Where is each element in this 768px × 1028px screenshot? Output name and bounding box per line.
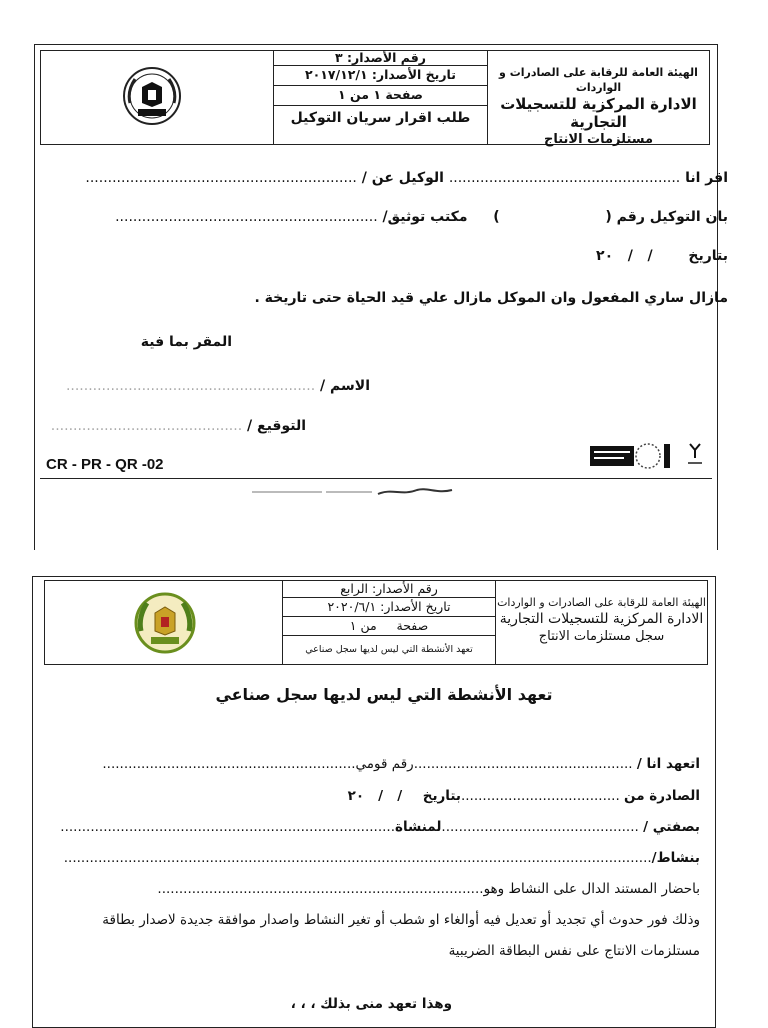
form1-edition: رقم الأصدار: ٣ <box>274 51 487 66</box>
form1-org-line2: الادارة المركزية للتسجيلات التجارية <box>500 95 697 131</box>
form1-label-poa-number: بان التوكيل رقم ( <box>605 209 728 225</box>
uk-mark-icon <box>686 440 704 470</box>
form1-document-code: CR - PR - QR -02 <box>46 456 164 473</box>
form1-bottom-rule <box>40 478 712 479</box>
form2-header <box>44 580 708 665</box>
form2-closing: وهذا تعهد منى بذلك ، ، ، <box>290 996 452 1012</box>
form1-org-line1: الهيئة العامة للرقابة على الصادرات و الواردات <box>499 66 698 94</box>
form2-date-value: / / ٢٠ <box>347 788 403 804</box>
form2-issue-date: تاريخ الأصدار: ٢٠٢٠/٦/١ <box>283 598 495 617</box>
form2-edition: رقم الأصدار: الرابع <box>283 581 495 598</box>
form2-label-activity: بنشاط/ <box>651 850 700 866</box>
scanned-stamp-mark <box>252 484 472 498</box>
form1-meta-block <box>273 51 487 144</box>
form2-label-facility: لمنشاة <box>395 819 442 835</box>
form2-form-title: تعهد الأنشطة التي ليس لديها سجل صناعي <box>305 644 473 655</box>
form1-name-line: الاسم / ........................................................ <box>65 378 370 394</box>
form2-line-pledge: اتعهد انا / ...................................................رقم قومي........................................................... <box>102 756 700 772</box>
form1-line-date <box>596 248 728 264</box>
form2-org-line3: سجل مستلزمات الانتاج <box>538 629 665 644</box>
form1-org-block <box>487 51 709 147</box>
eagle-emblem-icon <box>133 591 197 655</box>
iso-certification-badge <box>590 442 680 470</box>
form2-paragraph-line1: وذلك فور حدوث أي تجديد أو تعديل فيه أوالغاء او شطب أو تغير النشاط واصدار موافقة جديدة لاصدار بطاقة <box>102 912 700 928</box>
form2-line-activity: بنشاط/......................................................................................................................................... <box>63 850 700 866</box>
form1-issue-date: تاريخ الأصدار: ٢٠١٧/١٢/١ <box>274 66 487 86</box>
form2-logo-area <box>45 581 284 664</box>
form1-label-poa-close: ) <box>493 209 500 225</box>
form1-label-date: بتاريخ <box>688 248 728 264</box>
form1-label-notary-office: مكتب توثيق/ <box>382 209 468 225</box>
form2-page-number: صفحة من ١ <box>283 617 495 636</box>
form1-page-number: صفحة ١ من ١ <box>274 86 487 106</box>
form1-statement: مازال ساري المفعول وان الموكل مازال علي قيد الحياة حتى تاريخة . <box>254 290 728 306</box>
form2-title: تعهد الأنشطة التي ليس لديها سجل صناعي <box>215 685 553 704</box>
form2-line-document: باحضار المستند الدال على النشاط وهو............................................................................ <box>157 881 700 897</box>
iso-badge-icon <box>590 442 680 470</box>
form2-org-block <box>495 581 707 664</box>
form2-org-line1: الهيئة العامة للرقابة على الصادرات و الواردات <box>497 596 706 609</box>
form1-label-signature: التوقيع / <box>247 418 306 434</box>
form1-line-power-of-attorney: بان التوكيل رقم ( ) مكتب توثيق/ ........................................................... <box>115 209 728 225</box>
form2-label-pledge: اتعهد انا / <box>636 756 700 772</box>
form1-logo-area <box>41 51 275 144</box>
form2-org-line2: الادارة المركزية للتسجيلات التجارية <box>499 611 704 627</box>
form1-declarant-label: المقر بما فية <box>140 334 232 350</box>
eagle-emblem-icon <box>121 65 183 127</box>
form2-label-date: بتاريخ <box>422 788 461 804</box>
form1-label-name: الاسم / <box>320 378 370 394</box>
form2-line-capacity: بصفتي / ..............................................لمنشاة.............................................................................. <box>60 819 700 835</box>
form1-org-line3: مستلزمات الانتاج <box>543 132 654 147</box>
form2-meta-block <box>282 581 495 664</box>
form1-label-agent-for: الوكيل عن / <box>361 170 444 186</box>
form2-label-issued-from: الصادرة من <box>624 788 700 804</box>
form2-line-issued: الصادرة من .....................................بتاريخ / / ٢٠ <box>347 788 700 804</box>
form1-header <box>40 50 710 145</box>
form1-date-value: / / ٢٠ <box>596 248 653 264</box>
form2-label-national-id: رقم قومي <box>355 756 414 772</box>
form2-document-text: باحضار المستند الدال على النشاط وهو <box>483 881 700 897</box>
form1-line-principal: اقر انا .................................................... الوكيل عن / ............................................................. <box>85 170 728 186</box>
form2-label-capacity: بصفتي / <box>643 819 700 835</box>
form2-paragraph-line2: مستلزمات الانتاج على نفس البطاقة الضريبية <box>448 943 700 959</box>
form1-label-i-declare: اقر انا <box>685 170 728 186</box>
form1-signature-line: التوقيع / ........................................... <box>50 418 306 434</box>
form1-form-title: طلب اقرار سريان التوكيل <box>290 110 471 126</box>
